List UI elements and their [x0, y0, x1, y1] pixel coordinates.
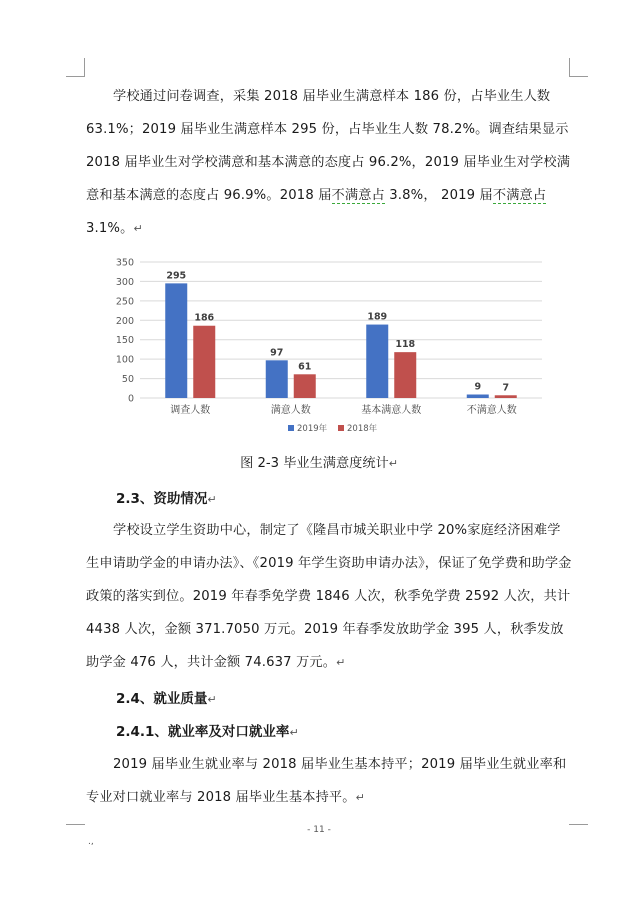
data-label: 7 — [502, 382, 510, 394]
bar — [165, 283, 187, 398]
grammar-underline-text: 不满意占 — [492, 188, 547, 203]
data-label: 9 — [474, 381, 482, 393]
y-tick-label: 50 — [121, 374, 134, 386]
legend-label: 2019年 — [297, 424, 328, 434]
satisfaction-bar-chart — [110, 250, 550, 450]
figure-caption-text: 图 2-3 毕业生满意度统计 — [240, 456, 389, 471]
paragraph-mark: ↵ — [207, 693, 217, 706]
data-label: 61 — [298, 361, 312, 373]
y-tick-label: 200 — [115, 315, 134, 327]
y-tick-label: 0 — [127, 393, 134, 405]
paragraph-mark: ↵ — [336, 656, 346, 669]
subsection-heading-employment-rate — [116, 722, 299, 743]
legend-label: 2018年 — [347, 424, 378, 434]
bar — [193, 326, 215, 398]
paragraph-mark: ↵ — [355, 791, 365, 804]
crop-mark-top-left — [66, 76, 85, 77]
paragraph-mark: ↵ — [388, 457, 398, 470]
y-tick-label: 150 — [115, 335, 134, 347]
paragraph-mark: ↵ — [207, 493, 217, 506]
section-heading-employment — [116, 689, 217, 710]
bar — [266, 360, 288, 398]
paragraph-mark: ↵ — [289, 726, 299, 739]
data-label: 186 — [194, 312, 215, 324]
data-label: 118 — [395, 339, 416, 351]
heading-text: 2.3、资助情况 — [116, 491, 208, 507]
bar — [467, 395, 489, 398]
paragraph-survey — [86, 80, 572, 245]
paragraph-text: 2019 届毕业生就业率与 2018 届毕业生基本持平；2019 届毕业生就业率和专业对口就业率与 2018 届毕业生基本持平。 — [86, 757, 567, 805]
end-mark: ., — [88, 837, 94, 847]
y-tick-label: 350 — [115, 257, 134, 269]
x-tick-label: 不满意人数 — [466, 405, 517, 416]
crop-mark-top-right — [569, 58, 570, 77]
x-tick-label: 调查人数 — [170, 405, 211, 416]
paragraph-funding — [86, 514, 572, 679]
data-label: 97 — [270, 347, 284, 359]
figure-caption — [0, 455, 638, 473]
bar — [495, 395, 517, 398]
bar — [394, 352, 416, 398]
crop-mark-top-left — [84, 58, 85, 77]
paragraph-text: 学校设立学生资助中心，制定了《隆昌市城关职业中学 20%家庭经济困难学生申请助学金的申请办法》、《2019 年学生资助申请办法》，保证了免学费和助学金政策的落实到位。2019 年春季免学费 1846 人次，秋季免学费 2592 人次，共计 4438 人次，金额 371.7050 万元。2019 年春季发放助学金 395 人，秋季发放助学金 476 人，共计金额 74.637 万元。 — [86, 523, 572, 670]
legend-swatch — [338, 425, 344, 431]
paragraph-text: 学校通过问卷调查，采集 2018 届毕业生满意样本 186 份，占毕业生人数 63.1%；2019 届毕业生满意样本 295 份，占毕业生人数 78.2%。调查结果显示 2018 届毕业生对学校满意和基本满意的态度占 96.2%，2019 届毕业生对学校满意和基本满意的态度占 96.9%。2018 届 — [86, 89, 571, 203]
crop-mark-top-right — [569, 76, 588, 77]
page-number: - 11 - — [307, 825, 331, 835]
bar — [294, 374, 316, 398]
y-tick-label: 250 — [115, 296, 134, 308]
data-label: 189 — [367, 311, 388, 323]
bar — [366, 325, 388, 398]
heading-text: 2.4、就业质量 — [116, 691, 208, 707]
data-label: 295 — [166, 270, 187, 282]
heading-text: 2.4.1、就业率及对口就业率 — [116, 724, 290, 740]
y-tick-label: 300 — [115, 276, 134, 288]
x-tick-label: 满意人数 — [270, 405, 311, 416]
paragraph-text: 3.8%， 2019 届 — [384, 188, 493, 203]
legend-swatch — [288, 425, 294, 431]
grammar-underline-text: 不满意占 — [331, 188, 385, 203]
y-tick-label: 100 — [115, 354, 134, 366]
x-tick-label: 基本满意人数 — [361, 405, 422, 416]
paragraph-employment — [86, 748, 572, 814]
paragraph-text: 3.1%。 — [86, 221, 134, 236]
section-heading-funding — [116, 489, 217, 510]
paragraph-mark: ↵ — [133, 222, 143, 235]
